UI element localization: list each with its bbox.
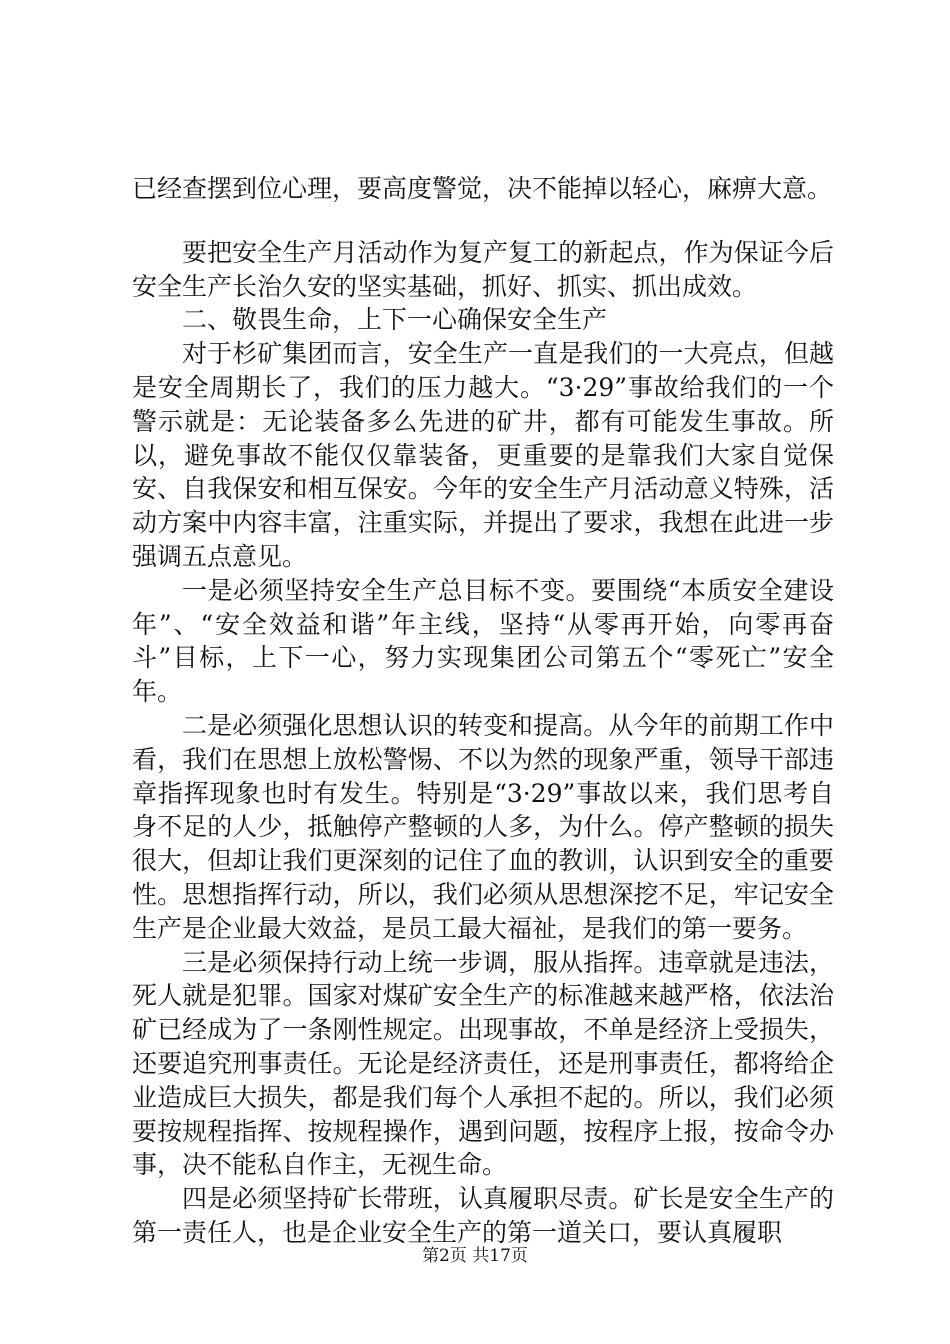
paragraph: 四是必须坚持矿长带班，认真履职尽责。矿长是安全生产的第一责任人，也是企业安全生产的第一道关口，要认真履职 [132, 1184, 834, 1247]
paragraph: 二是必须强化思想认识的转变和提高。从今年的前期工作中看，我们在思想上放松警惕、不以为然的现象严重，领导干部违章指挥现象也时有发生。特别是“3·29”事故以来，我们思考自身不足的人少，抵触停产整顿的人多，为什么。停产整顿的损失很大，但却让我们更深刻的记住了血的教训，认识到安全的重要性。思想指挥行动，所以，我们必须从思想深挖不足，牢记安全生产是企业最大效益，是员工最大福祉，是我们的第一要务。 [132, 710, 834, 943]
paragraph: 要把安全生产月活动作为复产复工的新起点，作为保证今后安全生产长治久安的坚实基础，抓好、抓实、抓出成效。 [132, 237, 834, 301]
document-body [132, 172, 834, 1250]
paragraph: 对于杉矿集团而言，安全生产一直是我们的一大亮点，但越是安全周期长了，我们的压力越大。“3·29”事故给我们的一个警示就是：无论装备多么先进的矿井，都有可能发生事故。所以，避免事故不能仅仅靠装备，更重要的是靠我们大家自觉保安、自我保安和相互保安。今年的安全生产月活动意义特殊，活动方案中内容丰富，注重实际，并提出了要求，我想在此进一步强调五点意见。 [132, 339, 834, 571]
paragraph: 三是必须保持行动上统一步调，服从指挥。违章就是违法，死人就是犯罪。国家对煤矿安全生产的标准越来越严格，依法治矿已经成为了一条刚性规定。出现事故，不单是经济上受损失，还要追究刑事责任。无论是经济责任，还是刑事责任，都将给企业造成巨大损失，都是我们每个人承担不起的。所以，我们必须要按规程指挥、按规程操作，遇到问题，按程序上报，按命令办事，决不能私自作主，无视生命。 [132, 947, 834, 1180]
paragraph-continuation: 已经查摆到位心理，要高度警觉，决不能掉以轻心，麻痹大意。 [132, 174, 833, 203]
paragraph: 一是必须坚持安全生产总目标不变。要围绕“本质安全建设年”、“安全效益和谐”年主线，坚持“从零再开始，向零再奋斗”目标，上下一心，努力实现集团公司第五个“零死亡”安全年。 [132, 575, 834, 707]
page-number-footer: 第2页 共17页 [422, 1246, 528, 1266]
section-heading: 二、敬畏生命，上下一心确保安全生产 [182, 305, 608, 335]
